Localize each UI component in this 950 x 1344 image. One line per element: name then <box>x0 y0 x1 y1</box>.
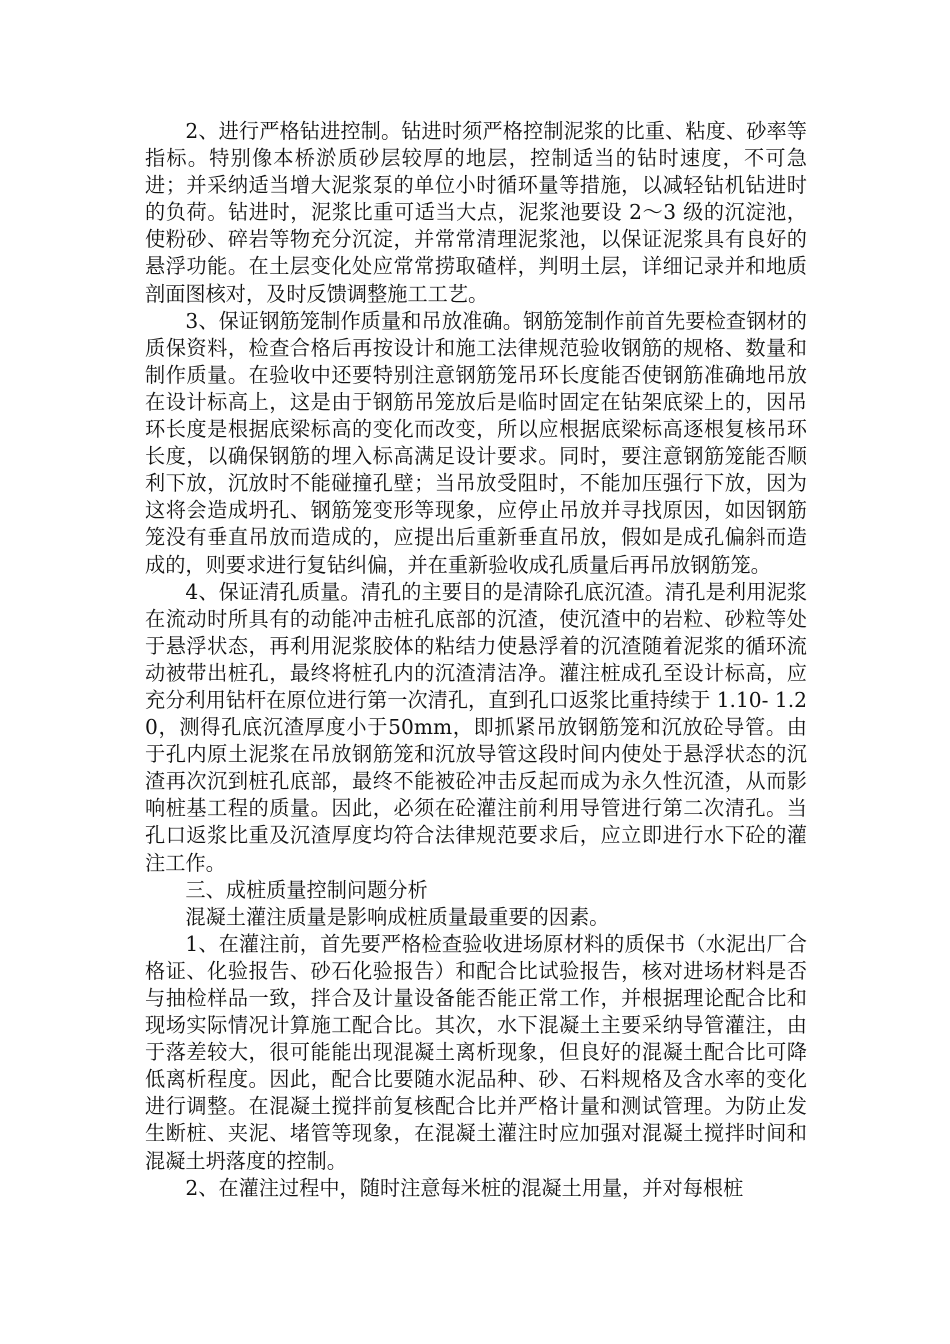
paragraph-rebar-cage: 3、保证钢筋笼制作质量和吊放准确。钢筋笼制作前首先要检查钢材的质保资料，检查合格后再按设计和施工法律规范验收钢筋的规格、数量和制作质量。在验收中还要特别注意钢筋笼吊环长度能否使钢筋准确地吊放在设计标高上，这是由于钢筋吊笼放后是临时固定在钻架底梁上的，因吊环长度是根据底梁标高的变化而改变，所以应根据底梁标高逐根复核吊环长度，以确保钢筋的埋入标高满足设计要求。同时，要注意钢筋笼能否顺利下放，沉放时不能碰撞孔壁；当吊放受阻时，不能加压强行下放，因为这将会造成坍孔、钢筋笼变形等现象，应停止吊放并寻找原因，如因钢筋笼没有垂直吊放而造成的，应提出后重新垂直吊放，假如是成孔偏斜而造成的，则要求进行复钻纠偏，并在重新验收成孔质量后再吊放钢筋笼。 <box>145 308 807 577</box>
paragraph-before-pouring: 1、在灌注前，首先要严格检查验收进场原材料的质保书（水泥出厂合格证、化验报告、砂石化验报告）和配合比试验报告，核对进场材料是否与抽检样品一致，拌合及计量设备能否能正常工作，并根据理论配合比和现场实际情况计算施工配合比。其次，水下混凝土主要采纳导管灌注，由于落差较大，很可能能出现混凝土离析现象，但良好的混凝土配合比可降低离析程度。因此，配合比要随水泥品种、砂、石料规格及含水率的变化进行调整。在混凝土搅拌前复核配合比并严格计量和测试管理。为防止发生断桩、夹泥、堵管等现象，在混凝土灌注时应加强对混凝土搅拌时间和混凝土坍落度的控制。 <box>145 931 807 1173</box>
document-body <box>145 118 807 1202</box>
paragraph-during-pouring: 2、在灌注过程中，随时注意每米桩的混凝土用量，并对每根桩 <box>185 1175 744 1200</box>
paragraph-intro: 混凝土灌注质量是影响成桩质量最重要的因素。 <box>185 904 610 929</box>
section-heading: 三、成桩质量控制问题分析 <box>185 877 428 902</box>
paragraph-hole-cleaning: 4、保证清孔质量。清孔的主要目的是清除孔底沉渣。清孔是利用泥浆在流动时所具有的动能冲击桩孔底部的沉渣，使沉渣中的岩粒、砂粒等处于悬浮状态，再利用泥浆胶体的粘结力使悬浮着的沉渣随着泥浆的循环流动被带出桩孔，最终将桩孔内的沉渣清洁净。灌注桩成孔至设计标高，应充分利用钻杆在原位进行第一次清孔，直到孔口返浆比重持续于 1.10- 1.20，测得孔底沉渣厚度小于50mm，即抓紧吊放钢筋笼和沉放砼导管。由于孔内原土泥浆在吊放钢筋笼和沉放导管这段时间内使处于悬浮状态的沉渣再次沉到桩孔底部，最终不能被砼冲击反起而成为永久性沉渣，从而影响桩基工程的质量。因此，必须在砼灌注前利用导管进行第二次清孔。当孔口返浆比重及沉渣厚度均符合法律规范要求后，应立即进行水下砼的灌注工作。 <box>145 579 807 875</box>
paragraph-drilling-control: 2、进行严格钻进控制。钻进时须严格控制泥浆的比重、粘度、砂率等指标。特别像本桥淤质砂层较厚的地层，控制适当的钻时速度，不可急进；并采纳适当增大泥浆泵的单位小时循环量等措施，以减轻钻机钻进时的负荷。钻进时，泥浆比重可适当大点，泥浆池要设 2～3 级的沉淀池，使粉砂、碎岩等物充分沉淀，并常常清理泥浆池，以保证泥浆具有良好的悬浮功能。在土层变化处应常常捞取碴样，判明土层，详细记录并和地质剖面图核对，及时反馈调整施工工艺。 <box>145 119 807 306</box>
